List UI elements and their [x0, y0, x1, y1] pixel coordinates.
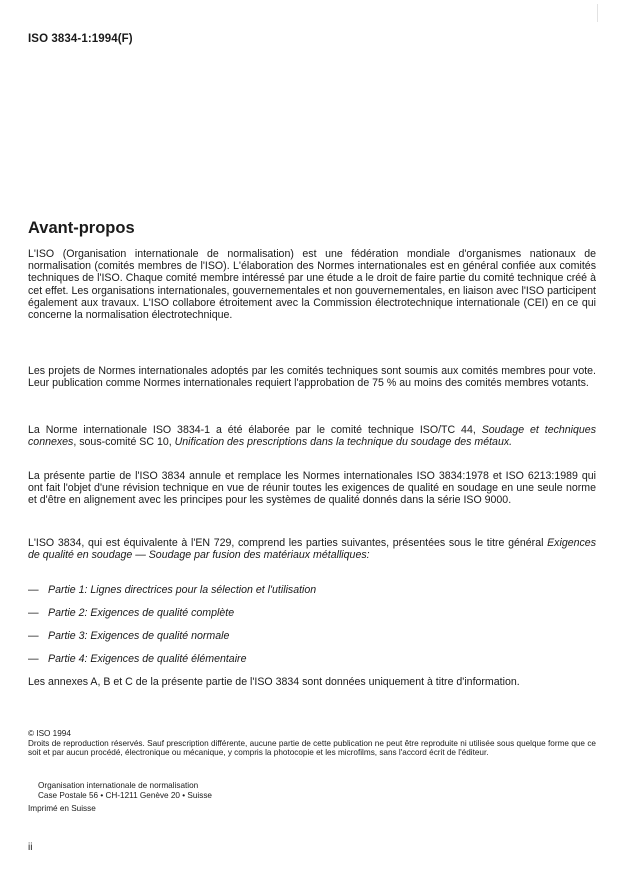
part-label: Partie 2: [48, 607, 88, 619]
part-title: Exigences de qualité normale [90, 630, 230, 642]
copyright-text: Droits de reproduction réservés. Sauf prescription différente, aucune partie de cette publication ne peut être reproduite ni utilisée sous quelque forme que ce soit et par aucun procédé, électronique ou mécanique, y compris la photocopie et les microfilms, sans l'accord écrit de l'éditeur. [28, 738, 596, 758]
dash-bullet: — [28, 653, 39, 665]
foreword-paragraph-6: Les annexes A, B et C de la présente partie de l'ISO 3834 sont données uniquement à titre d'information. [28, 676, 520, 688]
part-label: Partie 1: [48, 584, 88, 596]
dash-bullet: — [28, 630, 39, 642]
section-title: Avant-propos [28, 219, 135, 237]
foreword-paragraph-2: Les projets de Normes internationales adoptés par les comités techniques sont soumis aux comités membres pour vote. Leur publication comme Normes internationales requiert l'approbation de 75 % au moins des comités membres votants. [28, 365, 596, 390]
dash-bullet: — [28, 584, 39, 596]
general-title: Exigences de qualité en soudage — Soudage par fusion des matériaux métalliques: [28, 537, 596, 562]
committee-title: Soudage et techniques connexes [28, 424, 596, 449]
part-label: Partie 4: [48, 653, 88, 665]
copyright-notice: © ISO 1994 [28, 729, 71, 738]
scan-edge-mark [597, 4, 598, 22]
part-title: Exigences de qualité complète [90, 607, 235, 619]
paragraph-text: La Norme internationale ISO 3834-1 a été élaborée par le comité technique ISO/TC 44, [28, 424, 482, 436]
page-number: ii [28, 842, 33, 853]
part-label: Partie 3: [48, 630, 88, 642]
organization-address [38, 781, 212, 800]
part-title: Exigences de qualité élémentaire [90, 653, 247, 665]
list-item [28, 606, 596, 629]
list-item [28, 652, 596, 675]
dash-bullet: — [28, 607, 39, 619]
list-item [28, 583, 596, 606]
paragraph-text: , sous-comité SC 10, [73, 436, 175, 449]
copyright-block [28, 729, 596, 758]
paragraph-text: L'ISO 3834, qui est équivalente à l'EN 729, comprend les parties suivantes, présentées sous le titre général [28, 537, 548, 549]
document-header: ISO 3834-1:1994(F) [28, 33, 133, 45]
postal-address: Case Postale 56 • CH-1211 Genève 20 • Suisse [38, 790, 212, 800]
foreword-paragraph-1: L'ISO (Organisation internationale de normalisation) est une fédération mondiale d'organismes nationaux de normalisation (comités membres de l'ISO). L'élaboration des Normes internationales est en général confiée aux comités techniques de l'ISO. Chaque comité membre intéressé par une étude a le droit de faire partie du comité technique créé à cet effet. Les organisations internationales, gouvernementales et non gouvernementales, en liaison avec l'ISO participent également aux travaux. L'ISO collabore étroitement avec la Commission électrotechnique internationale (CEI) en ce qui concerne la normalisation électrotechnique. [28, 248, 596, 322]
list-item [28, 629, 596, 652]
printed-in: Imprimé en Suisse [28, 804, 96, 813]
part-title: Lignes directrices pour la sélection et l'utilisation [90, 584, 317, 596]
parts-list [28, 583, 596, 675]
organization-name: Organisation internationale de normalisation [38, 781, 199, 790]
subcommittee-title: Unification des prescriptions dans la technique du soudage des métaux. [174, 436, 513, 449]
foreword-paragraph-5 [28, 537, 596, 561]
foreword-paragraph-3 [28, 424, 596, 448]
foreword-paragraph-4: La présente partie de l'ISO 3834 annule et remplace les Normes internationales ISO 3834:1978 et ISO 6213:1989 qui ont fait l'objet d'une révision technique en vue de réunir toutes les exigences de qualité en soudage en une seule norme et d'être en alignement avec les principes pour les systèmes de qualité donnés dans la série ISO 9000. [28, 470, 596, 507]
